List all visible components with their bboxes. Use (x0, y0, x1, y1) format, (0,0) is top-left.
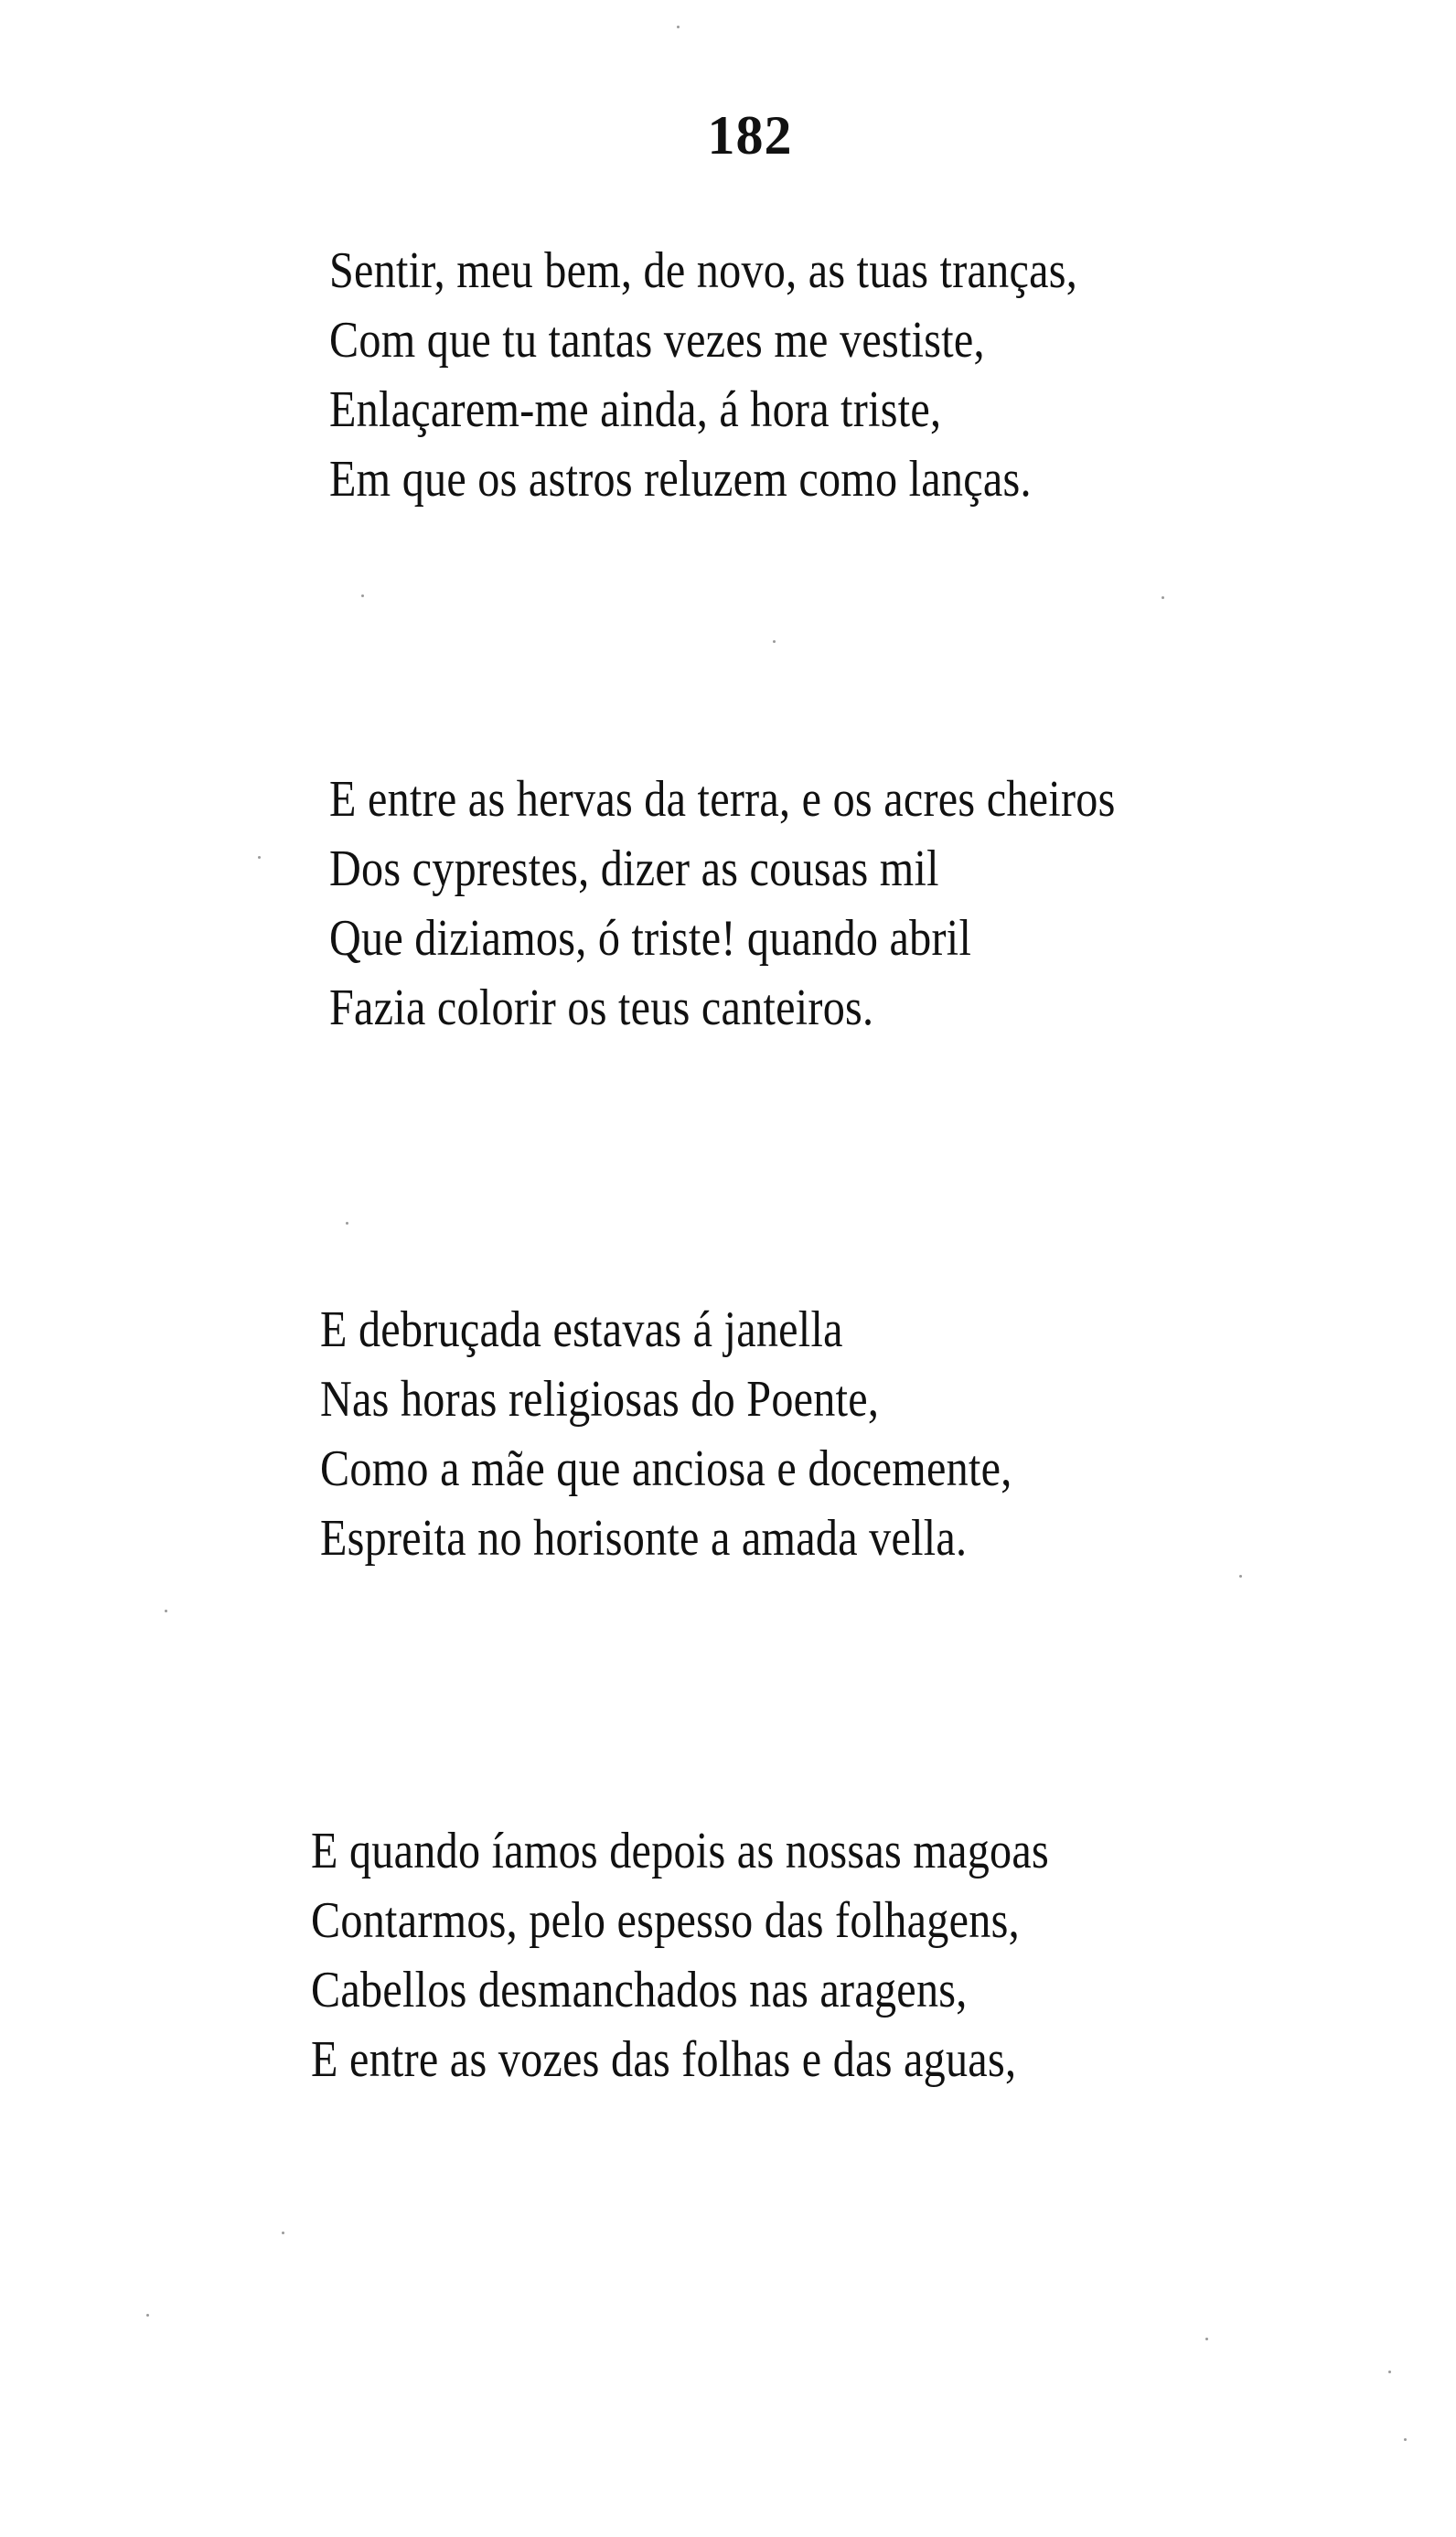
verse-line: Contarmos, pelo espesso das folhagens, (311, 1892, 1020, 1949)
scan-speck (165, 1610, 167, 1612)
scan-speck (1162, 596, 1164, 599)
verse-line: Cabellos desmanchados nas aragens, (311, 1962, 968, 2018)
verse-line: Espreita no horisonte a amada vella. (320, 1510, 968, 1567)
scan-speck (1239, 1575, 1242, 1578)
verse-line: Em que os astros reluzem como lanças. (329, 451, 1032, 508)
verse-line: Como a mãe que anciosa e docemente, (320, 1440, 1012, 1497)
verse-line: Sentir, meu bem, de novo, as tuas tranças, (329, 242, 1078, 299)
scan-speck (1205, 2338, 1208, 2340)
verse-line: Enlaçarem-me ainda, á hora triste, (329, 381, 942, 438)
scan-speck (773, 640, 776, 643)
page-number: 182 (707, 105, 793, 166)
scan-speck (258, 856, 261, 859)
verse-line: E quando íamos depois as nossas magoas (311, 1823, 1050, 1879)
scan-speck (282, 2232, 284, 2234)
verse-line: E entre as hervas da terra, e os acres cheiros (329, 771, 1116, 828)
stanza-2 (329, 765, 1244, 1043)
scan-speck (677, 26, 680, 28)
verse-line: Com que tu tantas vezes me vestiste, (329, 312, 985, 369)
verse-line: E entre as vozes das folhas e das aguas, (311, 2031, 1017, 2088)
verse-line: Fazia colorir os teus canteiros. (329, 979, 874, 1036)
scan-speck (346, 1222, 348, 1225)
stanza-3 (320, 1295, 1125, 1573)
scan-speck (361, 594, 364, 597)
stanza-4 (311, 1816, 1169, 2094)
stanza-1 (329, 236, 1199, 514)
verse-line: Que diziamos, ó triste! quando abril (329, 910, 972, 967)
verse-line: Dos cyprestes, dizer as cousas mil (329, 840, 939, 897)
verse-line: Nas horas religiosas do Poente, (320, 1371, 880, 1428)
scan-speck (146, 2314, 149, 2317)
scan-speck (1404, 2438, 1407, 2441)
scan-speck (1388, 2371, 1391, 2373)
verse-line: E debruçada estavas á janella (320, 1301, 843, 1358)
